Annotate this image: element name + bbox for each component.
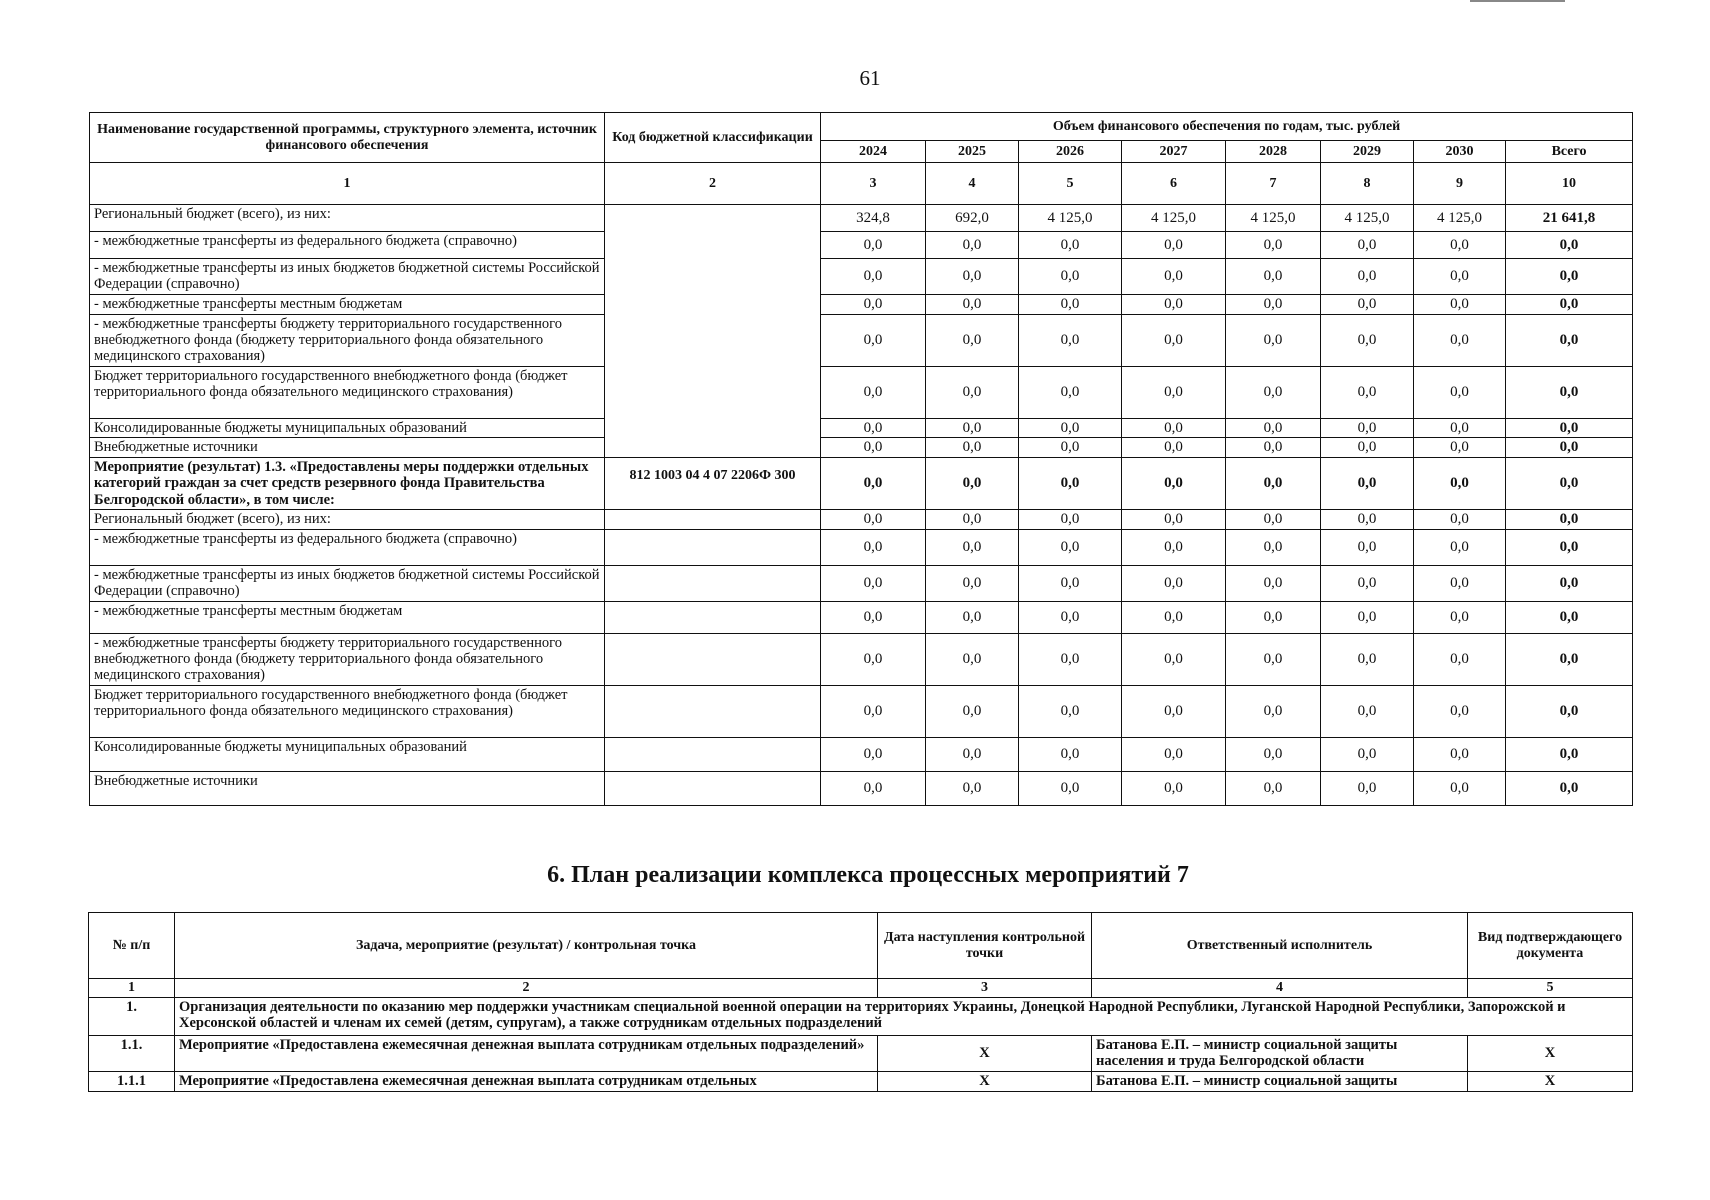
year-value-cell: 0,0 [1414, 418, 1506, 438]
budget-code-cell [605, 771, 821, 805]
plan-task-text: Организация деятельности по оказанию мер поддержки участникам специальной военной операции на территориях Украины, Донецкой Народной Республики, Луганской Народной Республики, Запорожской и Херсонской областей и членам их семей (детям, супругам), а также сотрудникам отдельных подразделений [175, 997, 1633, 1035]
year-value-cell: 0,0 [1226, 232, 1321, 259]
plan-row-num: 1.1. [89, 1035, 175, 1071]
plan-row-num: 1.1.1 [89, 1071, 175, 1091]
year-value-cell: 0,0 [1321, 438, 1414, 458]
year-value-cell: 0,0 [926, 737, 1019, 771]
plan-column-number: 1 [89, 979, 175, 998]
row-name: - межбюджетные трансферты из иных бюджетов бюджетной системы Российской Федерации (справочно) [90, 565, 605, 601]
year-value-cell: 0,0 [1122, 418, 1226, 438]
year-value-cell: 0,0 [1321, 458, 1414, 510]
year-value-cell: 0,0 [1321, 232, 1414, 259]
year-value-cell: 0,0 [821, 418, 926, 438]
year-value-cell: 0,0 [821, 458, 926, 510]
year-header: 2025 [926, 141, 1019, 163]
year-value-cell: 0,0 [926, 366, 1019, 418]
row-name: - межбюджетные трансферты из федерального бюджета (справочно) [90, 232, 605, 259]
year-value-cell: 0,0 [1414, 737, 1506, 771]
year-value-cell: 0,0 [1122, 314, 1226, 366]
total-value-cell: 0,0 [1506, 438, 1633, 458]
year-value-cell: 0,0 [1226, 633, 1321, 685]
finance-row [90, 685, 1633, 737]
total-value-cell: 0,0 [1506, 232, 1633, 259]
year-value-cell: 0,0 [821, 685, 926, 737]
year-value-cell: 0,0 [1122, 295, 1226, 315]
plan-row-doc: Х [1468, 1035, 1633, 1071]
year-value-cell: 0,0 [1122, 458, 1226, 510]
year-value-cell: 0,0 [1019, 259, 1122, 295]
year-value-cell: 0,0 [1019, 314, 1122, 366]
budget-code-cell: 812 1003 04 4 07 2206Ф 300 [605, 458, 821, 510]
row-name: - межбюджетные трансферты местным бюджетам [90, 601, 605, 633]
plan-header-num: № п/п [89, 913, 175, 979]
year-value-cell: 0,0 [1226, 685, 1321, 737]
year-value-cell: 0,0 [1414, 601, 1506, 633]
finance-row [90, 510, 1633, 530]
year-value-cell: 0,0 [1122, 510, 1226, 530]
year-value-cell: 0,0 [926, 510, 1019, 530]
year-value-cell: 0,0 [1019, 771, 1122, 805]
finance-row [90, 565, 1633, 601]
year-value-cell: 0,0 [1226, 510, 1321, 530]
plan-column-number: 3 [878, 979, 1092, 998]
year-value-cell: 4 125,0 [1019, 205, 1122, 232]
row-name: - межбюджетные трансферты из иных бюджетов бюджетной системы Российской Федерации (справочно) [90, 259, 605, 295]
finance-row [90, 314, 1633, 366]
year-value-cell: 0,0 [1226, 771, 1321, 805]
plan-table [88, 912, 1633, 1092]
col-header-code: Код бюджетной классификации [605, 113, 821, 163]
year-value-cell: 0,0 [1226, 458, 1321, 510]
finance-row [90, 633, 1633, 685]
row-name: - межбюджетные трансферты бюджету территориального государственного внебюджетного фонда (бюджету территориального фонда обязательного медицинского страхования) [90, 633, 605, 685]
year-value-cell: 0,0 [821, 529, 926, 565]
year-value-cell: 692,0 [926, 205, 1019, 232]
year-value-cell: 0,0 [1122, 366, 1226, 418]
year-value-cell: 0,0 [1019, 438, 1122, 458]
plan-row-doc: Х [1468, 1071, 1633, 1091]
year-value-cell: 0,0 [1019, 458, 1122, 510]
year-value-cell: 0,0 [926, 529, 1019, 565]
year-value-cell: 0,0 [926, 418, 1019, 438]
year-value-cell: 0,0 [926, 601, 1019, 633]
column-number: 7 [1226, 163, 1321, 205]
year-header: 2024 [821, 141, 926, 163]
year-value-cell: 0,0 [821, 232, 926, 259]
finance-row [90, 737, 1633, 771]
total-value-cell: 0,0 [1506, 771, 1633, 805]
column-number: 10 [1506, 163, 1633, 205]
row-name: Региональный бюджет (всего), из них: [90, 510, 605, 530]
year-value-cell: 0,0 [1226, 295, 1321, 315]
year-value-cell: 0,0 [1019, 633, 1122, 685]
year-value-cell: 0,0 [1226, 366, 1321, 418]
year-value-cell: 0,0 [926, 685, 1019, 737]
finance-row [90, 601, 1633, 633]
year-value-cell: 0,0 [1321, 418, 1414, 438]
year-value-cell: 0,0 [1321, 685, 1414, 737]
year-value-cell: 0,0 [1226, 438, 1321, 458]
finance-row [90, 205, 1633, 232]
year-value-cell: 0,0 [821, 633, 926, 685]
year-value-cell: 0,0 [1321, 633, 1414, 685]
finance-row [90, 232, 1633, 259]
plan-row [89, 1071, 1633, 1091]
column-number: 1 [90, 163, 605, 205]
column-number: 8 [1321, 163, 1414, 205]
finance-row [90, 458, 1633, 510]
year-value-cell: 0,0 [1321, 771, 1414, 805]
year-value-cell: 0,0 [1019, 601, 1122, 633]
year-value-cell: 0,0 [1414, 259, 1506, 295]
year-value-cell: 0,0 [1122, 438, 1226, 458]
year-value-cell: 0,0 [821, 366, 926, 418]
year-value-cell: 0,0 [821, 771, 926, 805]
year-value-cell: 0,0 [1414, 314, 1506, 366]
year-value-cell: 0,0 [1019, 366, 1122, 418]
year-header: 2028 [1226, 141, 1321, 163]
total-value-cell: 0,0 [1506, 259, 1633, 295]
year-value-cell: 0,0 [1019, 685, 1122, 737]
year-value-cell: 0,0 [1122, 633, 1226, 685]
total-value-cell: 0,0 [1506, 685, 1633, 737]
year-value-cell: 0,0 [1122, 771, 1226, 805]
plan-task-num: 1. [89, 997, 175, 1035]
year-value-cell: 0,0 [1019, 232, 1122, 259]
plan-row [89, 1035, 1633, 1071]
year-value-cell: 0,0 [926, 771, 1019, 805]
year-value-cell: 0,0 [926, 295, 1019, 315]
row-name: Внебюджетные источники [90, 771, 605, 805]
year-value-cell: 0,0 [1122, 232, 1226, 259]
plan-task-row [89, 997, 1633, 1035]
finance-row [90, 771, 1633, 805]
year-value-cell: 0,0 [1226, 601, 1321, 633]
plan-row-task: Мероприятие «Предоставлена ежемесячная денежная выплата сотрудникам отдельных подразделений» [175, 1035, 878, 1071]
total-header: Всего [1506, 141, 1633, 163]
year-value-cell: 0,0 [1019, 418, 1122, 438]
year-value-cell: 4 125,0 [1122, 205, 1226, 232]
finance-row [90, 529, 1633, 565]
total-value-cell: 0,0 [1506, 366, 1633, 418]
year-value-cell: 0,0 [1226, 314, 1321, 366]
row-name: - межбюджетные трансферты бюджету территориального государственного внебюджетного фонда (бюджету территориального фонда обязательного медицинского страхования) [90, 314, 605, 366]
row-name: Консолидированные бюджеты муниципальных образований [90, 418, 605, 438]
total-value-cell: 0,0 [1506, 565, 1633, 601]
year-value-cell: 0,0 [1414, 366, 1506, 418]
year-value-cell: 324,8 [821, 205, 926, 232]
year-value-cell: 0,0 [1122, 601, 1226, 633]
finance-row [90, 418, 1633, 438]
year-value-cell: 0,0 [926, 259, 1019, 295]
year-value-cell: 0,0 [1226, 565, 1321, 601]
year-value-cell: 0,0 [1414, 295, 1506, 315]
plan-header-task: Задача, мероприятие (результат) / контрольная точка [175, 913, 878, 979]
year-value-cell: 0,0 [1122, 529, 1226, 565]
total-value-cell: 0,0 [1506, 737, 1633, 771]
finance-table [89, 112, 1633, 806]
plan-column-number: 2 [175, 979, 878, 998]
year-value-cell: 4 125,0 [1414, 205, 1506, 232]
year-value-cell: 0,0 [1321, 529, 1414, 565]
col-header-name: Наименование государственной программы, структурного элемента, источник финансового обеспечения [90, 113, 605, 163]
year-value-cell: 0,0 [821, 259, 926, 295]
total-value-cell: 0,0 [1506, 633, 1633, 685]
year-value-cell: 0,0 [821, 295, 926, 315]
row-name: Консолидированные бюджеты муниципальных образований [90, 737, 605, 771]
year-value-cell: 0,0 [1122, 685, 1226, 737]
year-value-cell: 0,0 [821, 737, 926, 771]
section-title: 6. План реализации комплекса процессных мероприятий 7 [547, 862, 1189, 888]
total-value-cell: 0,0 [1506, 510, 1633, 530]
year-value-cell: 0,0 [1226, 418, 1321, 438]
budget-code-cell [605, 205, 821, 458]
finance-row [90, 259, 1633, 295]
year-value-cell: 4 125,0 [1226, 205, 1321, 232]
year-value-cell: 0,0 [821, 565, 926, 601]
year-value-cell: 0,0 [926, 458, 1019, 510]
year-value-cell: 0,0 [1321, 737, 1414, 771]
total-value-cell: 0,0 [1506, 295, 1633, 315]
year-value-cell: 0,0 [926, 314, 1019, 366]
total-value-cell: 0,0 [1506, 314, 1633, 366]
budget-code-cell [605, 529, 821, 565]
plan-row-date: Х [878, 1035, 1092, 1071]
year-value-cell: 0,0 [1019, 565, 1122, 601]
year-value-cell: 0,0 [1414, 633, 1506, 685]
total-value-cell: 0,0 [1506, 418, 1633, 438]
row-name: - межбюджетные трансферты из федерального бюджета (справочно) [90, 529, 605, 565]
year-header: 2029 [1321, 141, 1414, 163]
row-name: Бюджет территориального государственного внебюджетного фонда (бюджет территориального фонда обязательного медицинского страхования) [90, 685, 605, 737]
year-value-cell: 0,0 [1226, 259, 1321, 295]
year-value-cell: 0,0 [821, 438, 926, 458]
year-value-cell: 0,0 [1321, 314, 1414, 366]
year-value-cell: 0,0 [1321, 601, 1414, 633]
year-value-cell: 0,0 [1019, 295, 1122, 315]
row-name: - межбюджетные трансферты местным бюджетам [90, 295, 605, 315]
row-name: Региональный бюджет (всего), из них: [90, 205, 605, 232]
column-number: 9 [1414, 163, 1506, 205]
budget-code-cell [605, 601, 821, 633]
year-value-cell: 0,0 [1414, 565, 1506, 601]
total-value-cell: 0,0 [1506, 529, 1633, 565]
year-value-cell: 0,0 [1122, 565, 1226, 601]
page-number: 61 [859, 66, 881, 90]
column-number: 4 [926, 163, 1019, 205]
year-value-cell: 0,0 [821, 510, 926, 530]
year-value-cell: 0,0 [1321, 565, 1414, 601]
year-value-cell: 0,0 [1226, 529, 1321, 565]
budget-code-cell [605, 510, 821, 530]
column-number: 2 [605, 163, 821, 205]
finance-row [90, 366, 1633, 418]
budget-code-cell [605, 565, 821, 601]
plan-row-responsible: Батанова Е.П. – министр социальной защиты населения и труда Белгородской области [1092, 1035, 1468, 1071]
year-value-cell: 0,0 [1019, 737, 1122, 771]
finance-row [90, 295, 1633, 315]
year-value-cell: 0,0 [926, 565, 1019, 601]
year-value-cell: 4 125,0 [1321, 205, 1414, 232]
plan-header-date: Дата наступления контрольной точки [878, 913, 1092, 979]
year-value-cell: 0,0 [926, 232, 1019, 259]
column-number: 3 [821, 163, 926, 205]
year-value-cell: 0,0 [1414, 232, 1506, 259]
budget-code-cell [605, 737, 821, 771]
year-value-cell: 0,0 [821, 601, 926, 633]
column-number: 6 [1122, 163, 1226, 205]
year-value-cell: 0,0 [1122, 737, 1226, 771]
plan-header-doc: Вид подтверждающего документа [1468, 913, 1633, 979]
year-value-cell: 0,0 [1414, 438, 1506, 458]
row-name: Внебюджетные источники [90, 438, 605, 458]
year-value-cell: 0,0 [1414, 685, 1506, 737]
year-value-cell: 0,0 [926, 633, 1019, 685]
plan-row-responsible: Батанова Е.П. – министр социальной защиты [1092, 1071, 1468, 1091]
year-header: 2030 [1414, 141, 1506, 163]
year-value-cell: 0,0 [1019, 529, 1122, 565]
year-value-cell: 0,0 [1321, 366, 1414, 418]
year-value-cell: 0,0 [1321, 295, 1414, 315]
plan-header-responsible: Ответственный исполнитель [1092, 913, 1468, 979]
plan-column-number: 5 [1468, 979, 1633, 998]
year-header: 2026 [1019, 141, 1122, 163]
year-value-cell: 0,0 [1321, 259, 1414, 295]
plan-column-number: 4 [1092, 979, 1468, 998]
year-value-cell: 0,0 [1414, 510, 1506, 530]
year-value-cell: 0,0 [1019, 510, 1122, 530]
plan-row-task: Мероприятие «Предоставлена ежемесячная денежная выплата сотрудникам отдельных [175, 1071, 878, 1091]
year-value-cell: 0,0 [821, 314, 926, 366]
budget-code-cell [605, 685, 821, 737]
year-value-cell: 0,0 [1122, 259, 1226, 295]
total-value-cell: 0,0 [1506, 458, 1633, 510]
year-value-cell: 0,0 [1321, 510, 1414, 530]
year-header: 2027 [1122, 141, 1226, 163]
total-value-cell: 0,0 [1506, 601, 1633, 633]
year-value-cell: 0,0 [1414, 771, 1506, 805]
year-value-cell: 0,0 [1414, 529, 1506, 565]
budget-code-cell [605, 633, 821, 685]
plan-row-date: Х [878, 1071, 1092, 1091]
finance-row [90, 438, 1633, 458]
col-header-volume: Объем финансового обеспечения по годам, тыс. рублей [821, 113, 1633, 141]
row-name: Мероприятие (результат) 1.3. «Предоставлены меры поддержки отдельных категорий граждан за счет средств резервного фонда Правительства Белгородской области», в том числе: [90, 458, 605, 510]
row-name: Бюджет территориального государственного внебюджетного фонда (бюджет территориального фонда обязательного медицинского страхования) [90, 366, 605, 418]
year-value-cell: 0,0 [926, 438, 1019, 458]
column-number: 5 [1019, 163, 1122, 205]
total-value-cell: 21 641,8 [1506, 205, 1633, 232]
year-value-cell: 0,0 [1226, 737, 1321, 771]
year-value-cell: 0,0 [1414, 458, 1506, 510]
top-edge-line [1470, 0, 1565, 2]
